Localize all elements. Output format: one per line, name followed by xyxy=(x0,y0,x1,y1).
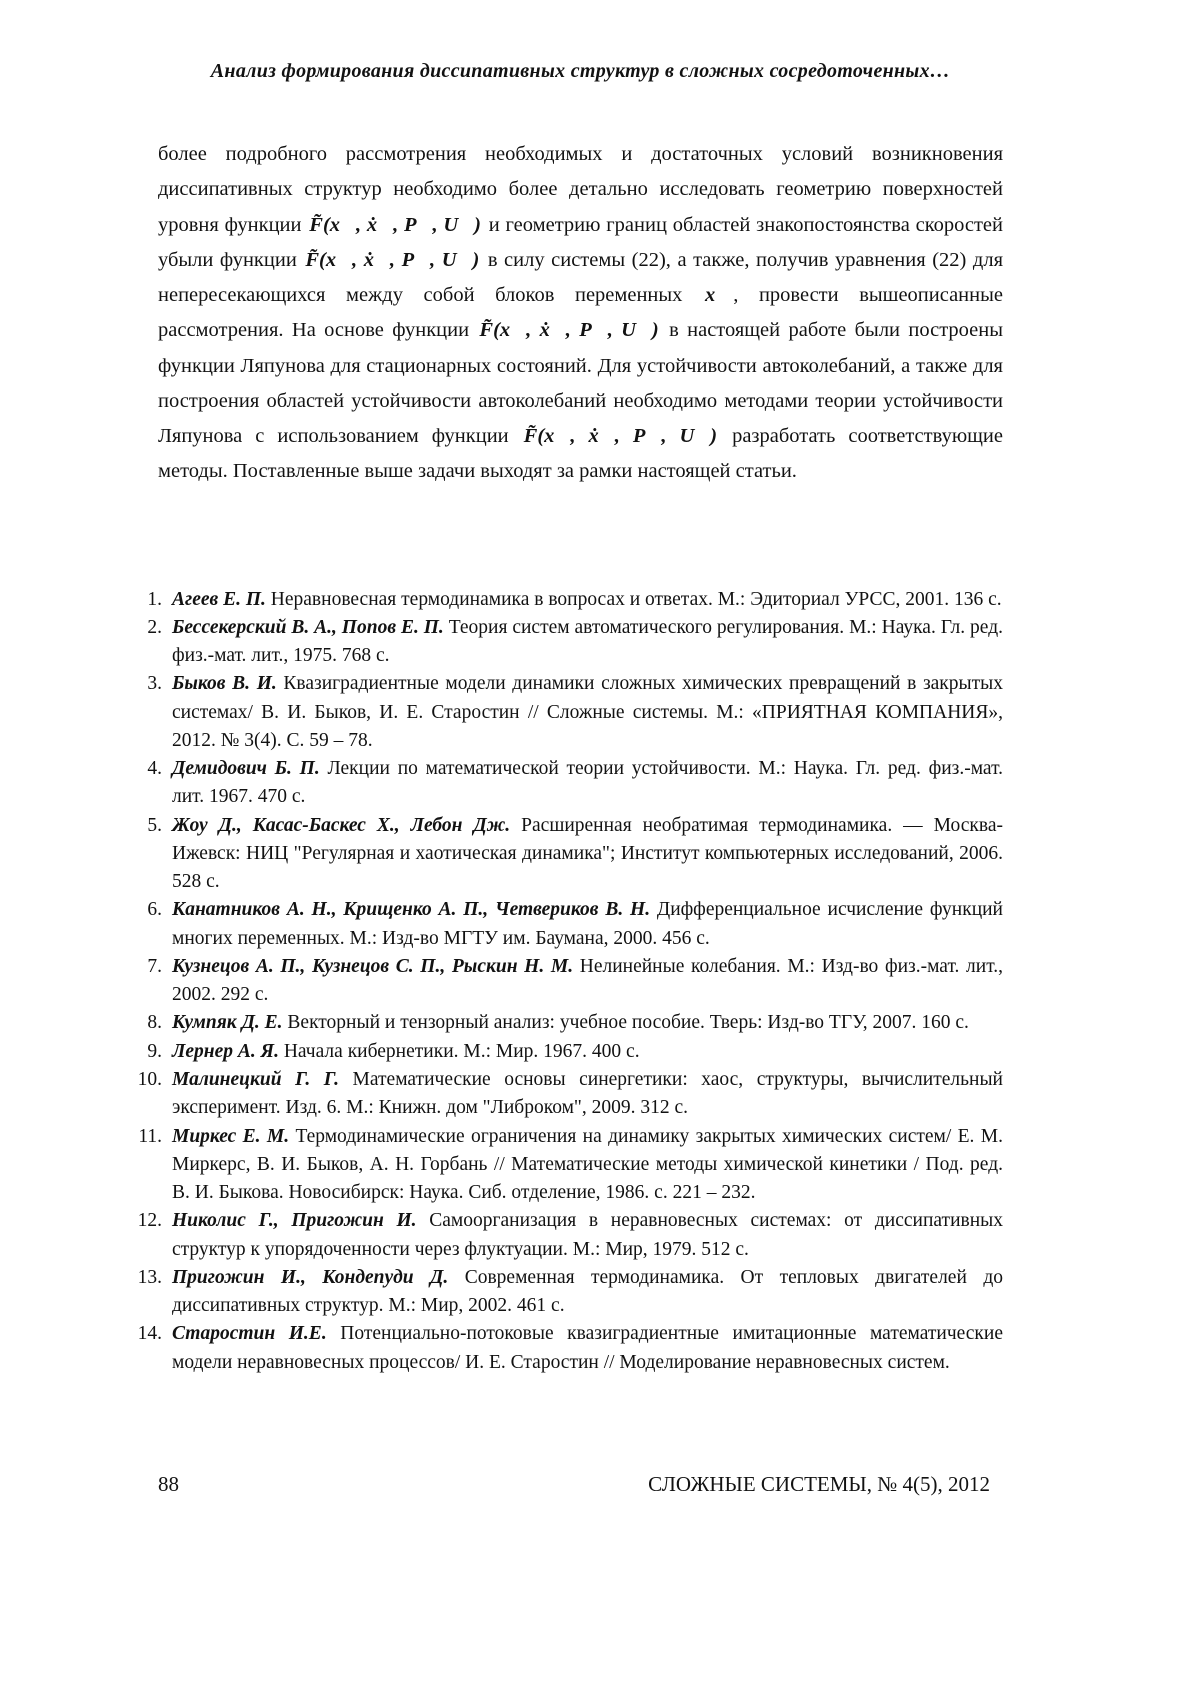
reference-item xyxy=(128,1123,1003,1208)
reference-text: Потенциально-потоковые квазиградиентные имитационные математические модели неравновесных процессов/ И. Е. Старостин // Моделирование неравновесных систем. xyxy=(172,1323,1003,1373)
reference-number: 8. xyxy=(147,1012,162,1034)
reference-item xyxy=(128,586,1003,614)
page-footer xyxy=(158,1472,990,1497)
math-formula: F̃(x⃗, ẋ⃗, P⃗, U⃗) xyxy=(309,213,481,236)
reference-text: Теория систем автоматического регулирования. М.: Наука. Гл. ред. физ.-мат. лит., 1975. 768 с. xyxy=(172,616,1003,667)
journal-title: СЛОЖНЫЕ СИСТЕМЫ, № 4(5), 2012 xyxy=(648,1472,990,1496)
reference-authors: Агеев Е. П. xyxy=(172,588,271,610)
reference-item xyxy=(128,1038,1003,1066)
reference-authors: Демидович Б. П. xyxy=(172,758,328,780)
reference-item xyxy=(128,1066,1003,1123)
reference-authors: Быков В. И. xyxy=(172,673,284,695)
reference-number: 13. xyxy=(137,1266,162,1288)
running-head: Анализ формирования диссипативных структур в сложных сосредоточенных… xyxy=(210,60,951,82)
reference-number: 10. xyxy=(137,1069,162,1091)
page-number: 88 xyxy=(158,1472,179,1496)
reference-item xyxy=(128,1009,1003,1037)
references-list xyxy=(128,586,1003,1377)
reference-number: 12. xyxy=(137,1210,162,1232)
reference-text: Векторный и тензорный анализ: учебное пособие. Тверь: Изд-во ТГУ, 2007. 160 с. xyxy=(287,1012,969,1034)
reference-item xyxy=(128,953,1003,1010)
reference-item xyxy=(128,670,1003,755)
reference-number: 1. xyxy=(147,588,162,610)
reference-number: 5. xyxy=(147,814,162,836)
reference-number: 11. xyxy=(138,1125,162,1147)
reference-authors: Кумпяк Д. Е. xyxy=(172,1012,288,1034)
reference-text: Квазиградиентные модели динамики сложных химических превращений в закрытых системах/ В. И. Быков, И. Е. Старостин // Сложные системы. М.: «ПРИЯТНАЯ КОМПАНИЯ», 2012. № 3(4). С. 59 – 78. xyxy=(172,673,1004,751)
reference-authors: Бессекерский В. А., Попов Е. П. xyxy=(172,616,449,638)
reference-item xyxy=(128,755,1003,812)
reference-number: 6. xyxy=(147,899,162,921)
reference-text: Начала кибернетики. М.: Мир. 1967. 400 с. xyxy=(283,1040,640,1062)
reference-number: 4. xyxy=(147,758,162,780)
page-content xyxy=(137,60,1004,1377)
reference-text: Расширенная необратимая термодинамика. — Москва-Ижевск: НИЦ "Регулярная и хаотическая динамика"; Институт компьютерных исследований, 2006. 528 с. xyxy=(172,814,1003,893)
math-formula: F̃(x⃗, ẋ⃗, P⃗, U⃗) xyxy=(523,425,718,447)
reference-item xyxy=(128,896,1003,953)
reference-number: 3. xyxy=(147,673,162,695)
reference-authors: Малинецкий Г. Г. xyxy=(172,1069,353,1091)
reference-number: 2. xyxy=(147,616,162,638)
reference-text: Лекции по математической теории устойчивости. М.: Наука. Гл. ред. физ.-мат. лит. 1967. 470 с. xyxy=(172,758,1003,808)
reference-text: Дифференциальное исчисление функций многих переменных. М.: Изд-во МГТУ им. Баумана, 2000. 456 с. xyxy=(172,899,1003,949)
reference-item xyxy=(128,1320,1003,1377)
reference-number: 7. xyxy=(147,955,162,977)
reference-authors: Миркес Е. М. xyxy=(172,1125,296,1147)
reference-text: Математические основы синергетики: хаос, структуры, вычислительный эксперимент. Изд. 6. М.: Книжн. дом "Либроком", 2009. 312 с. xyxy=(172,1069,1003,1119)
reference-text: Современная термодинамика. От тепловых двигателей до диссипативных структур. М.: Мир, 2002. 461 с. xyxy=(172,1266,1003,1317)
math-formula: F̃(x⃗, ẋ⃗, P⃗, U⃗) xyxy=(305,248,480,271)
reference-authors: Жоу Д., Касас-Баскес Х., Лебон Дж. xyxy=(172,814,522,836)
reference-item xyxy=(128,614,1003,671)
math-formula: F̃(x⃗, ẋ⃗, P⃗, U⃗) xyxy=(479,319,659,342)
reference-authors: Лернер А. Я. xyxy=(172,1040,284,1062)
reference-text: Нелинейные колебания. М.: Изд-во физ.-мат. лит., 2002. 292 с. xyxy=(172,955,1003,1006)
reference-item xyxy=(128,1264,1003,1321)
reference-authors: Николис Г., Пригожин И. xyxy=(172,1210,430,1232)
reference-item xyxy=(128,812,1003,897)
reference-item xyxy=(128,1207,1003,1264)
reference-text: Неравновесная термодинамика в вопросах и ответах. М.: Эдиториал УРСС, 2001. 136 с. xyxy=(270,588,1002,610)
reference-authors: Пригожин И., Кондепуди Д. xyxy=(172,1266,465,1288)
reference-authors: Старостин И.Е. xyxy=(172,1323,341,1345)
reference-text: Термодинамические ограничения на динамику закрытых химических систем/ Е. М. Миркерс, В. И. Быков, А. Н. Горбань // Математические методы химической кинетики / Под. ред. В. И. Быкова. Новосибирск: Наука. Сиб. отделение, 1986. с. 221 – 232. xyxy=(172,1125,1003,1204)
reference-number: 9. xyxy=(147,1040,162,1062)
reference-authors: Кузнецов А. П., Кузнецов С. П., Рыскин Н. М. xyxy=(172,955,580,977)
reference-authors: Канатников А. Н., Крищенко А. П., Четвериков В. Н. xyxy=(172,899,657,921)
reference-text: Самоорганизация в неравновесных системах: от диссипативных структур к упорядоченности через флуктуации. М.: Мир, 1979. 512 с. xyxy=(172,1210,1003,1260)
math-formula: x⃗ xyxy=(705,284,732,306)
body-paragraph: более подробного рассмотрения необходимых и достаточных условий возникновения диссипативных структур необходимо более детально исследовать геометрию поверхностей уровня функции F̃(x⃗, ẋ⃗, P⃗, U⃗) и геометрию границ областей знакопостоянства скоростей убыли функции F̃(x⃗, ẋ⃗, P⃗, U⃗) в силу системы (22), а также, получив уравнения (22) для непересекающихся между собой блоков переменных x⃗, провести вышеописанные рассмотрения. На основе функции F̃(x⃗, ẋ⃗, P⃗, U⃗) в настоящей работе были построены функции Ляпунова для стационарных состояний. Для устойчивости автоколебаний, а также для построения областей устойчивости автоколебаний необходимо методами теории устойчивости Ляпунова с использованием функции F̃(x⃗, ẋ⃗, P⃗, U⃗) разработать соответствующие методы. Поставленные выше задачи выходят за рамки настоящей статьи. xyxy=(158,143,1004,483)
reference-number: 14. xyxy=(137,1323,162,1345)
